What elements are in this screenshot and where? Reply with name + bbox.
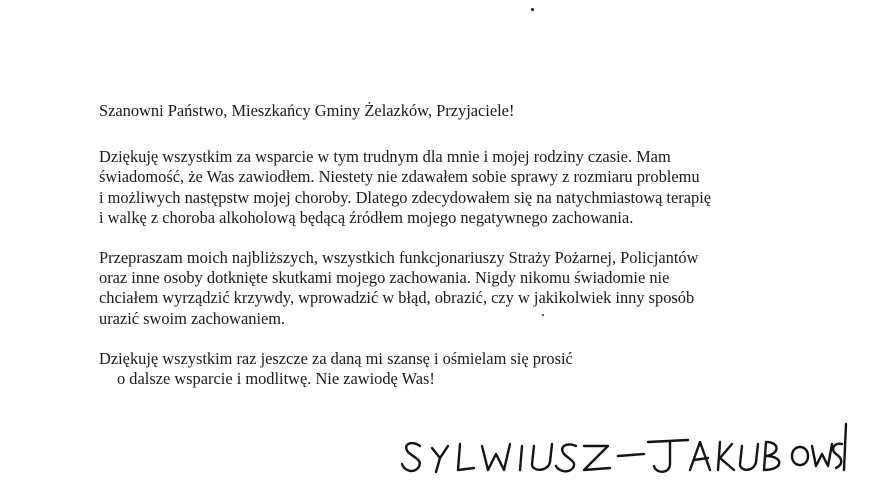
letter-greeting: Szanowni Państwo, Mieszkańcy Gminy Żelazków, Przyjaciele! — [99, 101, 515, 120]
paragraph-line: urazić swoim zachowaniem. — [99, 308, 286, 328]
paragraph-line: świadomość, że Was zawiodłem. Niestety nie zdawałem sobie sprawy z rozmiaru problemu — [99, 167, 700, 187]
paragraph-line: oraz inne osoby dotknięte skutkami mojego zachowania. Nigdy nikomu świadomie nie — [99, 268, 670, 288]
paragraph-apology — [99, 248, 859, 329]
paragraph-line: i możliwych następstw mojej choroby. Dlatego zdecydowałem się na natychmiastową terapię — [99, 187, 712, 207]
paragraph-line: chciałem wyrządzić krzywdy, wprowadzić w błąd, obrazić, czy w jakikolwiek inny sposób — [99, 288, 695, 308]
paragraph-line: i walkę z choroba alkoholową będącą źródłem mojego negatywnego zachowania. — [99, 207, 634, 227]
paragraph-thanks — [99, 147, 859, 228]
paragraph-line: Dziękuję wszystkim raz jeszcze za daną mi szansę i ośmielam się prosić — [99, 348, 573, 368]
paragraph-line: o dalsze wsparcie i modlitwę. Nie zawiodę Was! — [117, 369, 435, 389]
scan-speck — [531, 8, 534, 11]
letter-body — [99, 101, 859, 389]
paragraph-line: Przepraszam moich najbliższych, wszystkich funkcjonariuszy Straży Pożarnej, Policjantów — [99, 248, 699, 268]
paragraph-line: Dziękuję wszystkim za wsparcie w tym trudnym dla mnie i mojej rodziny czasie. Mam — [99, 147, 671, 167]
handwritten-signature — [398, 414, 848, 484]
paragraph-closing — [99, 349, 859, 389]
